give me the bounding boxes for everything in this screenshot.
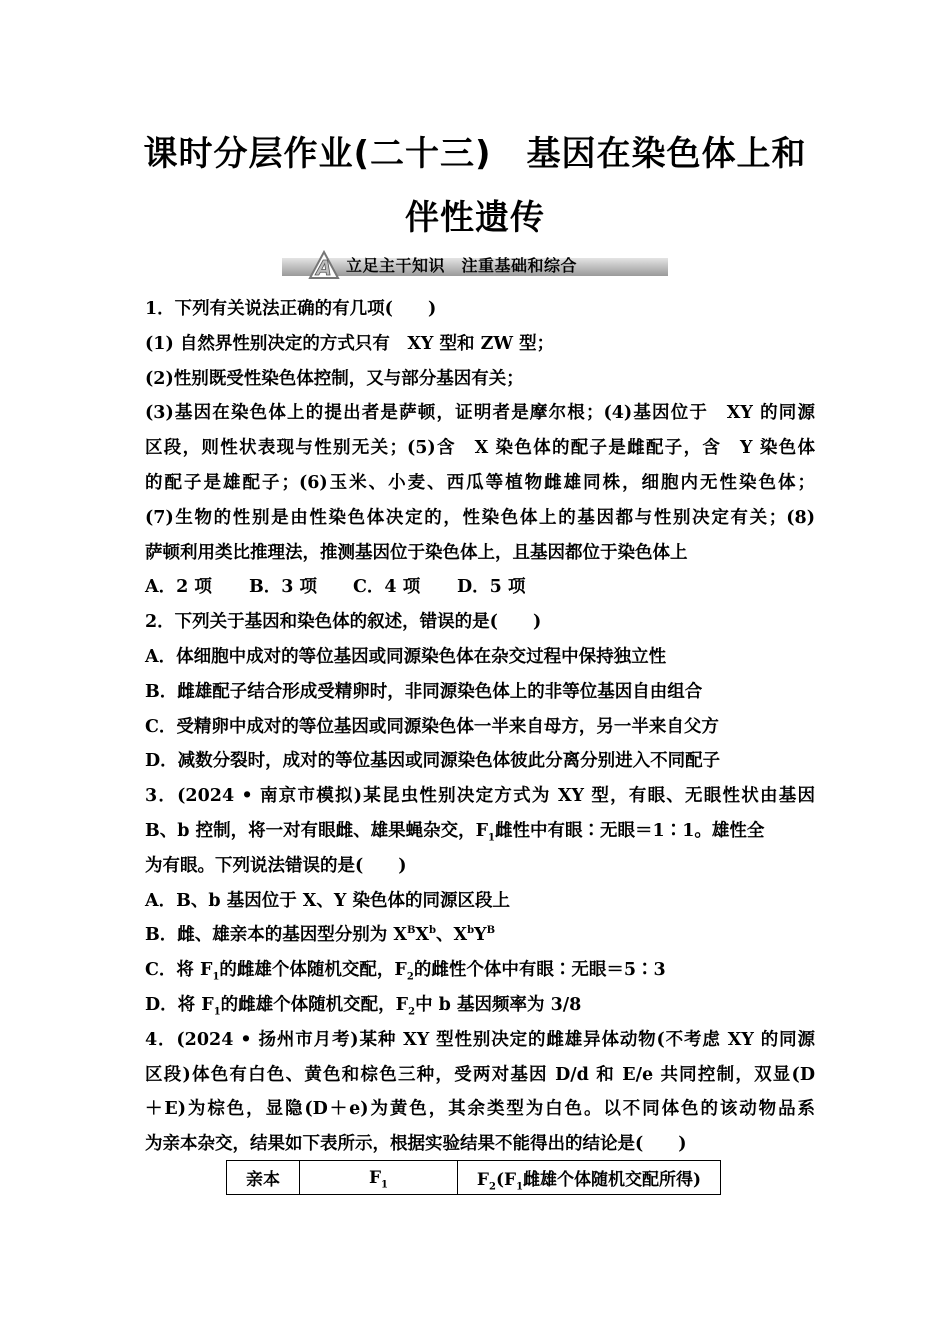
q4-stem-line: 区段)体色有白色、黄色和棕色三种，受两对基因 D/d 和 E/e 共同控制，双显(D <box>145 1064 815 1085</box>
q1-statement-line: 萨顿利用类比推理法，推测基因位于染色体上，且基因都位于染色体上 <box>145 542 688 563</box>
page-title-line-2: 伴性遗传 <box>405 198 545 238</box>
section-a-icon <box>306 250 342 280</box>
q1-statement-2: (2)性别既受性染色体控制，又与部分基因有关； <box>145 368 524 389</box>
q1-statement-line: (3)基因在染色体上的提出者是萨顿，证明者是摩尔根；(4)基因位于 XY 的同源 <box>145 403 815 424</box>
table-header-f1: $F_1$ <box>300 1161 458 1195</box>
q3-option-d[interactable]: D．将 $F_1$的雌雄个体随机交配，$F_2$中 b 基因频率为 3/8 <box>145 994 582 1018</box>
q1-stem: 1．下列有关说法正确的有几项( ) <box>145 299 437 319</box>
q1-option-b[interactable]: B．3 项 <box>249 577 318 598</box>
q1-option-a[interactable]: A．2 项 <box>145 577 212 598</box>
q1-statement-1: (1) 自然界性别决定的方式只有 XY 型和 ZW 型； <box>145 333 555 354</box>
q1-option-d[interactable]: D．5 项 <box>457 577 526 598</box>
q4-stem-line: 4．(2024 • 扬州市月考)某种 XY 型性别决定的雌雄异体动物(不考虑 XY 的同源 <box>145 1029 815 1050</box>
q3-option-c[interactable]: C．将 $F_1$的雌雄个体随机交配，$F_2$的雌性个体中有眼∶无眼＝5∶3 <box>145 960 666 983</box>
table-header-f2: $F_2(F_1$雌雄个体随机交配所得) <box>458 1161 721 1195</box>
q4-stem-line: ＋E)为棕色，显隐(D＋e)为黄色，其余类型为白色。以不同体色的该动物品系 <box>145 1099 815 1120</box>
q2-stem: 2．下列关于基因和染色体的叙述，错误的是( ) <box>145 612 542 633</box>
q4-stem-line: 为亲本杂交，结果如下表所示，根据实验结果不能得出的结论是( ) <box>145 1134 687 1155</box>
page-title-line-1: 课时分层作业(二十三) 基因在染色体上和 <box>143 134 807 174</box>
q2-option-c[interactable]: C．受精卵中成对的等位基因或同源染色体一半来自母方，另一半来自父方 <box>145 716 719 737</box>
question-content <box>145 292 815 1162</box>
q3-option-a[interactable]: A．B、b 基因位于 X、Y 染色体的同源区段上 <box>145 890 510 911</box>
table-header-parents: 亲本 <box>227 1161 300 1195</box>
q1-statement-line: 的配子是雄配子；(6)玉米、小麦、西瓜等植物雌雄同株，细胞内无性染色体； <box>145 472 815 493</box>
q1-statement-line: (7)生物的性别是由性染色体决定的，性染色体上的基因都与性别决定有关；(8) <box>145 507 815 528</box>
svg-text:A: A <box>316 256 332 280</box>
q3-stem-line: 为有眼。下列说法错误的是( ) <box>145 855 407 876</box>
section-banner <box>282 250 668 280</box>
banner-text: 立足主干知识 注重基础和综合 <box>346 256 578 275</box>
q3-option-b[interactable]: B．雌、雄亲本的基因型分别为 $X^BX^b$、$X^bY^B$ <box>145 925 496 946</box>
q1-options <box>145 570 815 605</box>
table-header-row <box>227 1161 721 1195</box>
q1-option-c[interactable]: C．4 项 <box>353 577 421 598</box>
q1-statement-line: 区段，则性状表现与性别无关；(5)含 X 染色体的配子是雌配子，含 Y 染色体 <box>145 438 815 459</box>
experiment-table <box>226 1160 721 1195</box>
q3-stem-line: B、b 控制，将一对有眼雌、雄果蝇杂交，$F_1$雌性中有眼∶无眼＝1∶1。雄性全 <box>145 820 765 844</box>
q3-stem-line: 3．(2024 • 南京市模拟)某昆虫性别决定方式为 XY 型，有眼、无眼性状由基因 <box>145 786 815 807</box>
q2-option-a[interactable]: A．体细胞中成对的等位基因或同源染色体在杂交过程中保持独立性 <box>145 646 667 667</box>
q2-option-d[interactable]: D．减数分裂时，成对的等位基因或同源染色体彼此分离分别进入不同配子 <box>145 751 721 772</box>
q2-option-b[interactable]: B．雌雄配子结合形成受精卵时，非同源染色体上的非等位基因自由组合 <box>145 681 703 702</box>
